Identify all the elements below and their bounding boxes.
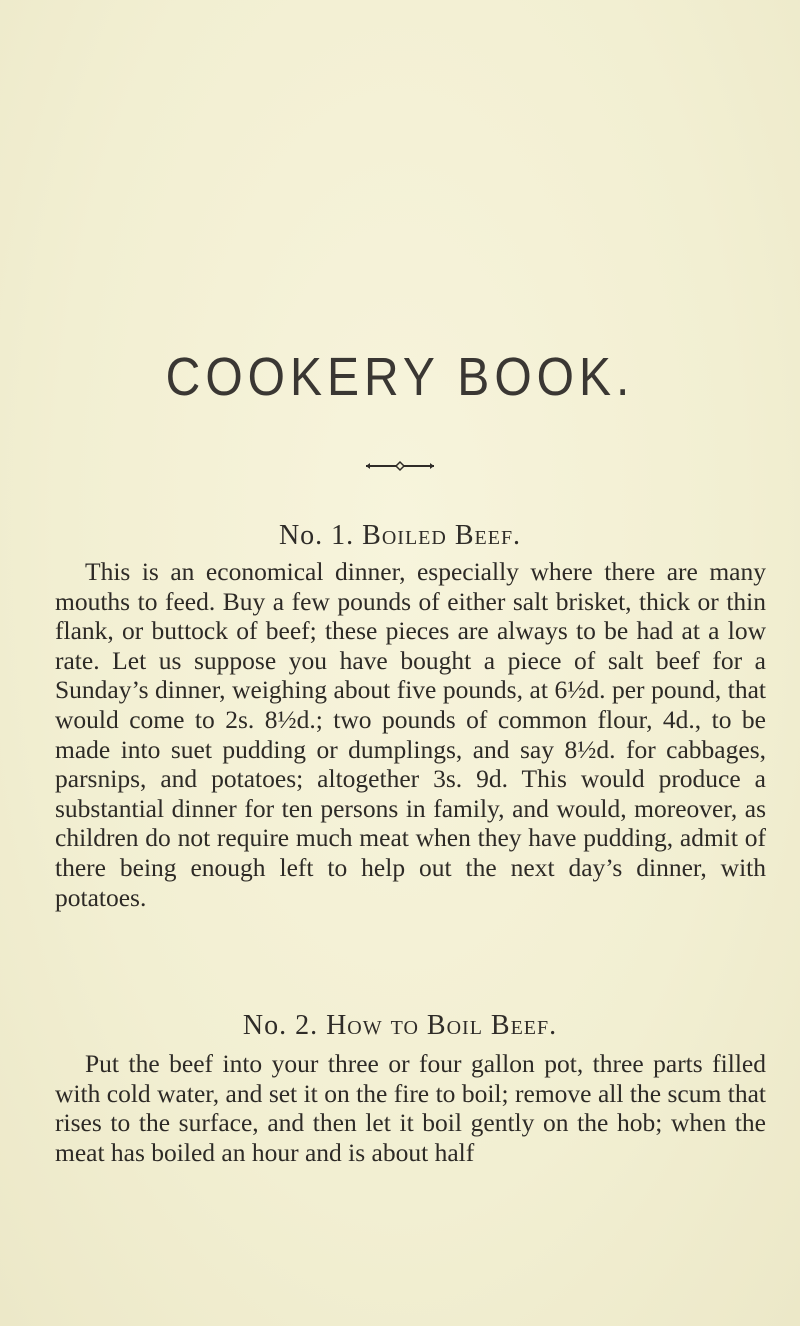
book-title: COOKERY BOOK. [165, 347, 635, 408]
ornament-divider-icon [364, 460, 436, 472]
section-heading-1 [0, 520, 800, 552]
section-body-1: This is an economical dinner, especially where there are many mouths to feed. Buy a few pounds of either salt brisket, thick or thin flank, or buttock of beef; these pieces are always to be had at a low rate. Let us suppose you have bought a piece of salt beef for a Sunday’s dinner, weighing about five pounds, at 6½d. per pound, that would come to 2s. 8½d.; two pounds of common flour, 4d., to be made into suet pudding or dumplings, and say 8½d. for cabbages, parsnips, and potatoes; altogether 3s. 9d. This would produce a substantial dinner for ten persons in family, and would, moreover, as children do not require much meat when they have pudding, admit of there being enough left to help out the next day’s dinner, with potatoes. [55, 557, 766, 912]
section-title: Boiled Beef. [362, 520, 522, 551]
section-number: No. 2. [242, 1010, 319, 1041]
section-number: No. 1. [278, 520, 355, 551]
section-body-2: Put the beef into your three or four gallon pot, three parts filled with cold water, and set it on the fire to boil; remove all the scum that rises to the surface, and then let it boil gently on the hob; when the meat has boiled an hour and is about half [55, 1049, 766, 1167]
section-heading-2 [0, 1010, 800, 1042]
section-title: How to Boil Beef. [326, 1010, 558, 1041]
